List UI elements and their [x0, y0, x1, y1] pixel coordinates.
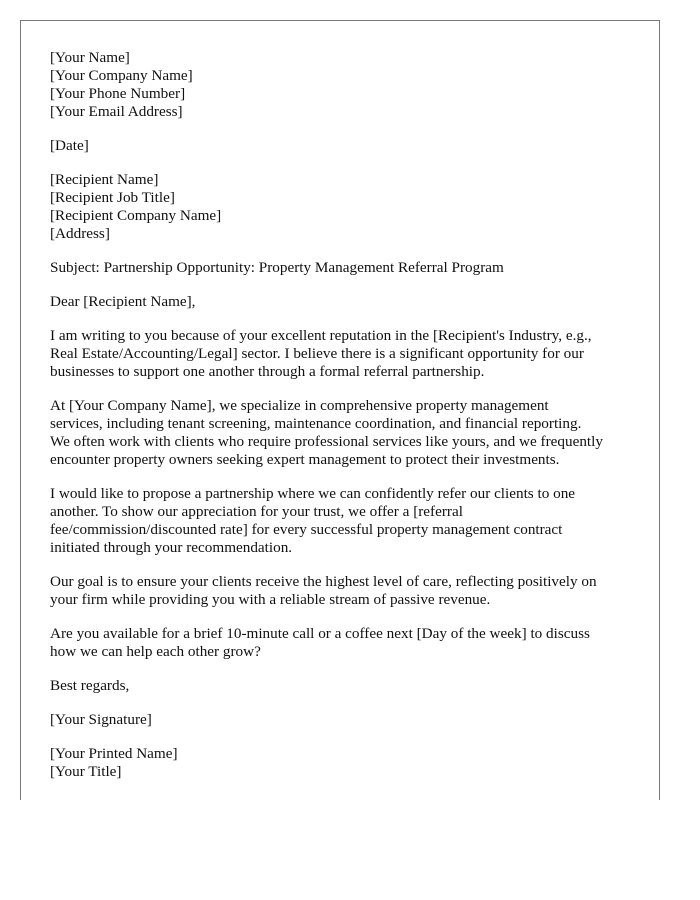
sender-name: [Your Name]	[50, 49, 130, 66]
sender-block	[50, 49, 640, 121]
sender-title: [Your Title]	[50, 763, 122, 780]
recipient-block	[50, 171, 640, 243]
paragraph-line: businesses to support one another through a formal referral partnership.	[50, 363, 485, 380]
paragraph-line: Real Estate/Accounting/Legal] sector. I believe there is a significant opportunity for our	[50, 345, 584, 362]
recipient-name: [Recipient Name]	[50, 171, 159, 188]
letter-date: [Date]	[50, 137, 89, 154]
paragraph-line: I am writing to you because of your excellent reputation in the [Recipient's Industry, e.g.,	[50, 327, 592, 344]
paragraph-line: initiated through your recommendation.	[50, 539, 293, 556]
subject-line	[50, 259, 640, 277]
sender-phone: [Your Phone Number]	[50, 85, 186, 102]
paragraph-line: how we can help each other grow?	[50, 643, 261, 660]
paragraph-line: We often work with clients who require professional services like yours, and we frequently	[50, 433, 603, 450]
paragraph-line: I would like to propose a partnership where we can confidently refer our clients to one	[50, 485, 576, 502]
recipient-address: [Address]	[50, 225, 110, 242]
paragraph-line: Our goal is to ensure your clients receive the highest level of care, reflecting positively on	[50, 573, 597, 590]
closing-text: Best regards,	[50, 677, 130, 694]
paragraph-line: your firm while providing you with a reliable stream of passive revenue.	[50, 591, 491, 608]
body-paragraph-3	[50, 485, 640, 557]
letter-content	[50, 49, 640, 797]
subject-text: Subject: Partnership Opportunity: Property Management Referral Program	[50, 259, 504, 276]
date-block	[50, 137, 640, 155]
printed-name: [Your Printed Name]	[50, 745, 178, 762]
salutation-text: Dear [Recipient Name],	[50, 293, 196, 310]
closing	[50, 677, 640, 695]
paragraph-line: At [Your Company Name], we specialize in comprehensive property management	[50, 397, 549, 414]
paragraph-line: fee/commission/discounted rate] for every successful property management contract	[50, 521, 563, 538]
sender-company: [Your Company Name]	[50, 67, 193, 84]
paragraph-line: encounter property owners seeking expert management to protect their investments.	[50, 451, 560, 468]
signature-text: [Your Signature]	[50, 711, 152, 728]
signature	[50, 711, 640, 729]
sender-email: [Your Email Address]	[50, 103, 183, 120]
body-paragraph-1	[50, 327, 640, 381]
body-paragraph-5	[50, 625, 640, 661]
body-paragraph-2	[50, 397, 640, 469]
paragraph-line: another. To show our appreciation for your trust, we offer a [referral	[50, 503, 463, 520]
recipient-company: [Recipient Company Name]	[50, 207, 222, 224]
salutation	[50, 293, 640, 311]
paragraph-line: services, including tenant screening, maintenance coordination, and financial reporting.	[50, 415, 582, 432]
paragraph-line: Are you available for a brief 10-minute call or a coffee next [Day of the week] to discuss	[50, 625, 590, 642]
body-paragraph-4	[50, 573, 640, 609]
sign-off-block	[50, 745, 640, 781]
recipient-job-title: [Recipient Job Title]	[50, 189, 175, 206]
letter-page	[20, 20, 660, 800]
